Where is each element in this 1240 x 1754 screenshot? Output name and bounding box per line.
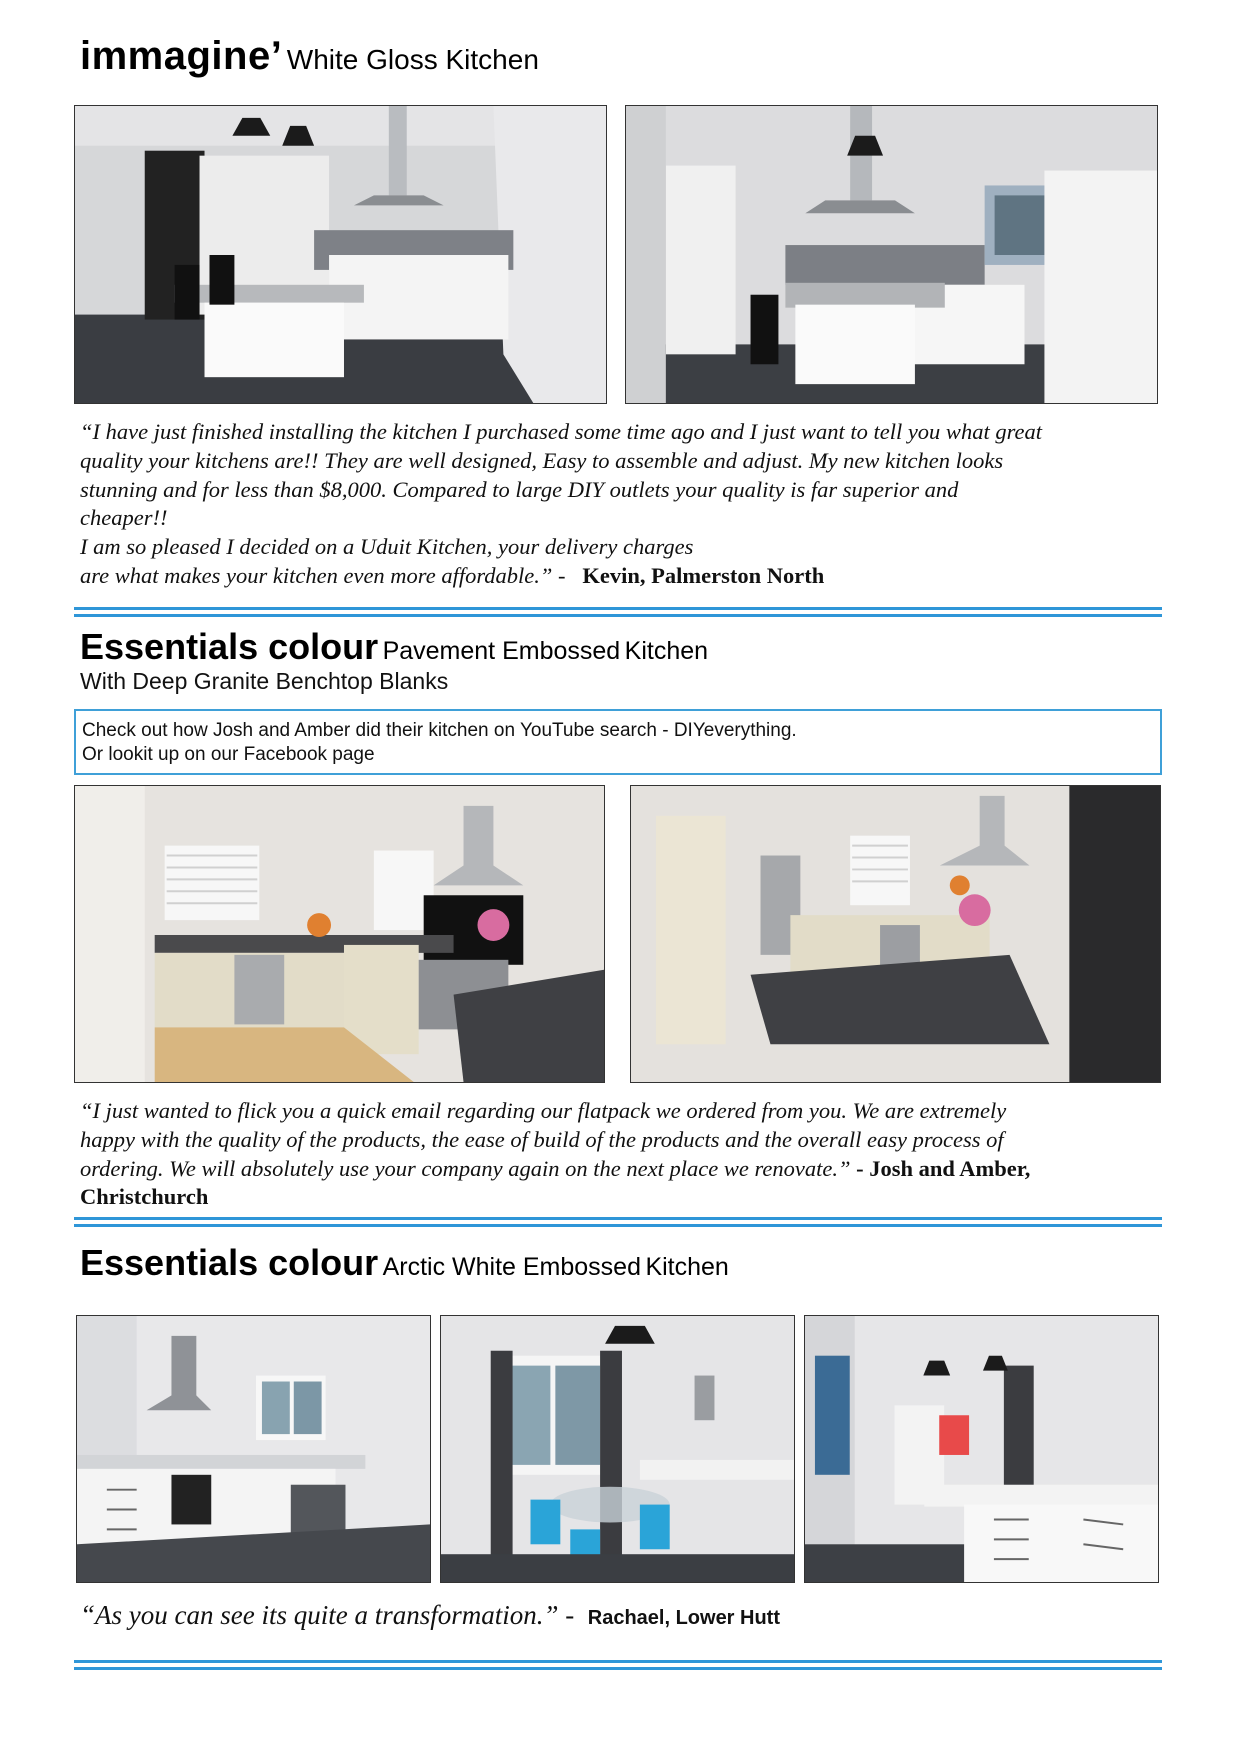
arctic-white-kitchen-photo-2 xyxy=(440,1315,795,1583)
section-1-title-product: White Gloss Kitchen xyxy=(286,44,539,75)
testimonial-author-city: Christchurch xyxy=(80,1184,209,1210)
section-3-title-colour: Arctic White Embossed xyxy=(382,1253,641,1281)
white-gloss-kitchen-photo-1 xyxy=(74,105,607,404)
pavement-kitchen-photo-1 xyxy=(74,785,605,1083)
section-2-title-kitchen: Kitchen xyxy=(624,637,709,665)
quote-line: “I just wanted to flick you a quick email regarding our flatpack we ordered from you. We are extremely xyxy=(80,1098,1007,1123)
quote-line: “As you can see its quite a transformation.” - xyxy=(80,1600,575,1630)
quote-line: “I have just finished installing the kitchen I purchased some time ago and I just want to tell you what great xyxy=(80,419,1042,444)
arctic-white-kitchen-photo-1 xyxy=(76,1315,431,1583)
section-2-title xyxy=(80,626,708,668)
white-gloss-kitchen-photo-2 xyxy=(625,105,1158,404)
testimonial-rachael xyxy=(80,1601,1170,1633)
arctic-white-kitchen-photo-3 xyxy=(804,1315,1159,1583)
quote-line: happy with the quality of the products, the ease of build of the products and the overall easy process of xyxy=(80,1126,1004,1152)
section-1-title-brand: immagine’ xyxy=(80,34,283,78)
quote-line-last xyxy=(80,1155,1170,1184)
quote-line: cheaper!! xyxy=(80,505,168,531)
testimonial-author: Rachael, Lower Hutt xyxy=(587,1607,781,1629)
testimonial-josh-amber xyxy=(80,1097,1170,1212)
testimonial-author: - Josh and Amber, xyxy=(856,1155,1031,1181)
pavement-kitchen-photo-2 xyxy=(630,785,1161,1083)
section-2-subtitle: With Deep Granite Benchtop Blanks xyxy=(80,668,449,694)
section-1-title xyxy=(80,34,539,79)
section-3-title xyxy=(80,1242,729,1284)
section-divider xyxy=(74,1217,1162,1228)
quote-line: ordering. We will absolutely use your company again on the next place we renovate.” xyxy=(80,1155,851,1181)
section-divider xyxy=(74,607,1162,618)
section-3-title-kitchen: Kitchen xyxy=(645,1253,729,1281)
quote-line: I am so pleased I decided on a Uduit Kitchen, your delivery charges xyxy=(80,534,694,560)
testimonial-author: Kevin, Palmerston North xyxy=(582,562,825,588)
quote-line: quality your kitchens are!! They are well designed, Easy to assemble and adjust. My new kitchen looks xyxy=(80,447,1004,473)
info-line: Or lookit up on our Facebook page xyxy=(82,744,375,765)
section-3-title-range: Essentials colour xyxy=(80,1242,379,1283)
quote-line: stunning and for less than $8,000. Compared to large DIY outlets your quality is far superior and xyxy=(80,476,959,502)
quote-line: are what makes your kitchen even more affordable.” - xyxy=(80,562,566,588)
section-2-title-range: Essentials colour xyxy=(80,626,379,667)
section-2-title-colour: Pavement Embossed xyxy=(382,637,621,665)
testimonial-kevin xyxy=(80,418,1170,591)
youtube-info-box xyxy=(74,709,1162,775)
quote-line-last xyxy=(80,562,1170,591)
section-divider xyxy=(74,1660,1162,1671)
info-line: Check out how Josh and Amber did their kitchen on YouTube search - DIYeverything. xyxy=(82,720,797,741)
